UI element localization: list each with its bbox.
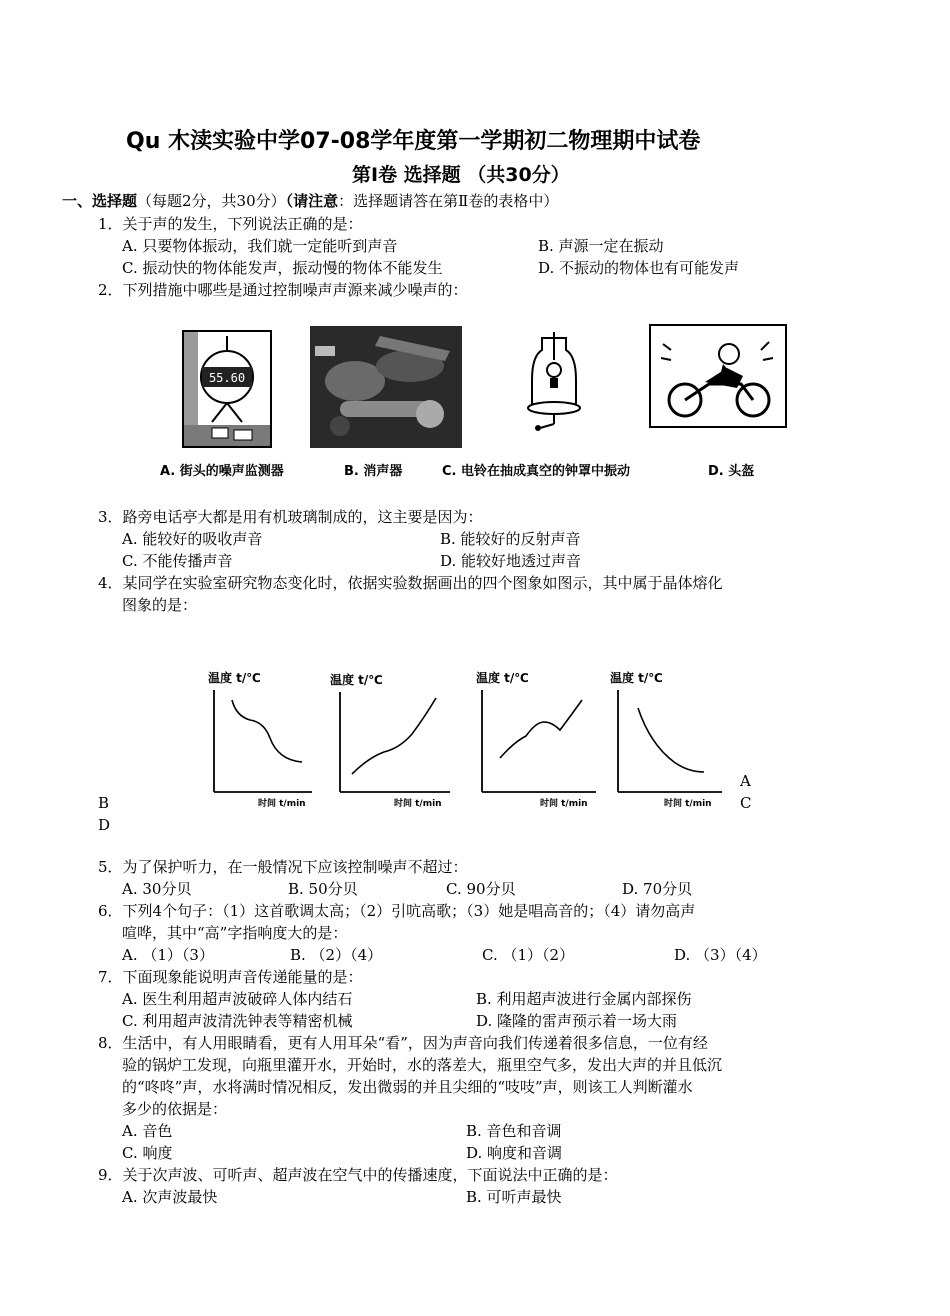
q2-caption-b: B. 消声器	[344, 464, 403, 479]
q7-option-b: B. 利用超声波进行金属内部探伤	[476, 990, 692, 1008]
q4-option-a: A	[740, 772, 751, 790]
q4-stem: 4．某同学在实验室研究物态变化时，依据实验数据画出的四个图象如图示，其中属于晶体熔化	[98, 574, 723, 592]
q8-stem-line1: 8．生活中，有人用眼睛看，更有人用耳朵“看”，因为声音向我们传递着很多信息，一位有经	[98, 1034, 708, 1052]
note-text: ：选择题请答在第Ⅱ卷的表格中）	[338, 192, 559, 210]
q8-option-a: A. 音色	[122, 1122, 173, 1140]
graph-b-xlabel: 时间 t/min	[394, 799, 442, 809]
q3-option-d: D. 能较好地透过声音	[440, 552, 582, 570]
q6-option-a: A. （1）（3）	[122, 946, 214, 964]
q9-option-a: A. 次声波最快	[122, 1188, 218, 1206]
figure-bell-jar	[522, 330, 586, 434]
graph-d-xlabel: 时间 t/min	[664, 799, 712, 809]
q1-option-a: A. 只要物体振动，我们就一定能听到声音	[122, 237, 398, 255]
q8-stem-line3: 的“咚咚”声，水将满时情况相反，发出微弱的并且尖细的“吱吱”声，则该工人判断灌水	[122, 1078, 693, 1096]
q6-option-b: B. （2）（4）	[290, 946, 383, 964]
q4-graph-d	[608, 664, 726, 810]
q3-option-c: C. 不能传播声音	[122, 552, 233, 570]
section-heading	[62, 192, 558, 211]
q3-stem: 3．路旁电话亭大都是用有机玻璃制成的，这主要是因为：	[98, 508, 483, 526]
section-info: （每题2分，共30分）	[137, 192, 286, 210]
q7-stem: 7．下面现象能说明声音传递能量的是：	[98, 968, 363, 986]
q1-option-c: C. 振动快的物体能发声，振动慢的物体不能发生	[122, 259, 443, 277]
q4-option-c: C	[740, 794, 752, 812]
q7-option-a: A. 医生利用超声波破碎人体内结石	[122, 990, 353, 1008]
graph-a-xlabel: 时间 t/min	[258, 799, 306, 809]
q1-option-b: B. 声源一定在振动	[538, 237, 664, 255]
q3-option-b: B. 能较好的反射声音	[440, 530, 581, 548]
graph-c-xlabel: 时间 t/min	[540, 799, 588, 809]
q9-option-b: B. 可听声最快	[466, 1188, 562, 1206]
q9-stem: 9．关于次声波、可听声、超声波在空气中的传播速度，下面说法中正确的是：	[98, 1166, 618, 1184]
monitor-display: 55.60	[208, 371, 246, 385]
q1-option-d: D. 不振动的物体也有可能发声	[538, 259, 740, 277]
section-subtitle: 第Ⅰ卷 选择题 （共30分）	[352, 164, 570, 186]
figure-helmet-rider	[649, 324, 787, 428]
q4-graph-b	[328, 668, 452, 810]
q8-stem-line2: 验的锅炉工发现，向瓶里灌开水，开始时，水的落差大，瓶里空气多，发出大声的并且低沉	[122, 1056, 723, 1074]
q6-stem: 6．下列4个句子：（1）这首歌调太高；（2）引吭高歌；（3）她是唱高音的；（4）请勿高声	[98, 902, 696, 920]
q1-stem: 1．关于声的发生，下列说法正确的是：	[98, 215, 363, 233]
q7-option-c: C. 利用超声波清洗钟表等精密机械	[122, 1012, 353, 1030]
q2-caption-a: A. 街头的噪声监测器	[160, 464, 284, 479]
q6-stem-cont: 喧哗，其中“高”字指响度大的是：	[122, 924, 348, 942]
figure-muffler	[310, 326, 462, 448]
q6-option-d: D. （3）（4）	[674, 946, 767, 964]
q8-option-c: C. 响度	[122, 1144, 173, 1162]
graph-d-ylabel: 温度 t/℃	[610, 671, 663, 685]
q5-option-d: D. 70分贝	[622, 880, 693, 898]
q7-option-d: D. 隆隆的雷声预示着一场大雨	[476, 1012, 678, 1030]
page-title: Qu 木渎实验中学07-08学年度第一学期初二物理期中试卷	[126, 129, 701, 154]
q2-caption-d: D. 头盔	[708, 464, 755, 479]
q2-stem: 2．下列措施中哪些是通过控制噪声声源来减少噪声的：	[98, 281, 468, 299]
q4-option-d: D	[98, 816, 111, 834]
graph-c-ylabel: 温度 t/℃	[476, 671, 529, 685]
graph-b-ylabel: 温度 t/℃	[330, 673, 383, 687]
section-label: 一、选择题	[62, 192, 138, 210]
q5-option-c: C. 90分贝	[446, 880, 516, 898]
q3-option-a: A. 能较好的吸收声音	[122, 530, 263, 548]
note-label: （请注意	[285, 192, 339, 210]
q5-option-a: A. 30分贝	[122, 880, 192, 898]
q5-stem: 5．为了保护听力，在一般情况下应该控制噪声不超过：	[98, 858, 468, 876]
q8-option-d: D. 响度和音调	[466, 1144, 563, 1162]
graph-a-ylabel: 温度 t/℃	[208, 671, 261, 685]
figure-noise-monitor	[182, 330, 272, 448]
q4-graph-a	[206, 664, 314, 810]
q6-option-c: C. （1）（2）	[482, 946, 575, 964]
q4-stem-cont: 图象的是：	[122, 596, 198, 614]
q5-option-b: B. 50分贝	[288, 880, 358, 898]
q8-option-b: B. 音色和音调	[466, 1122, 562, 1140]
q2-caption-c: C. 电铃在抽成真空的钟罩中振动	[442, 464, 631, 479]
q8-stem-line4: 多少的依据是：	[122, 1100, 228, 1118]
q4-graph-c	[474, 664, 600, 810]
q4-option-b: B	[98, 794, 110, 812]
